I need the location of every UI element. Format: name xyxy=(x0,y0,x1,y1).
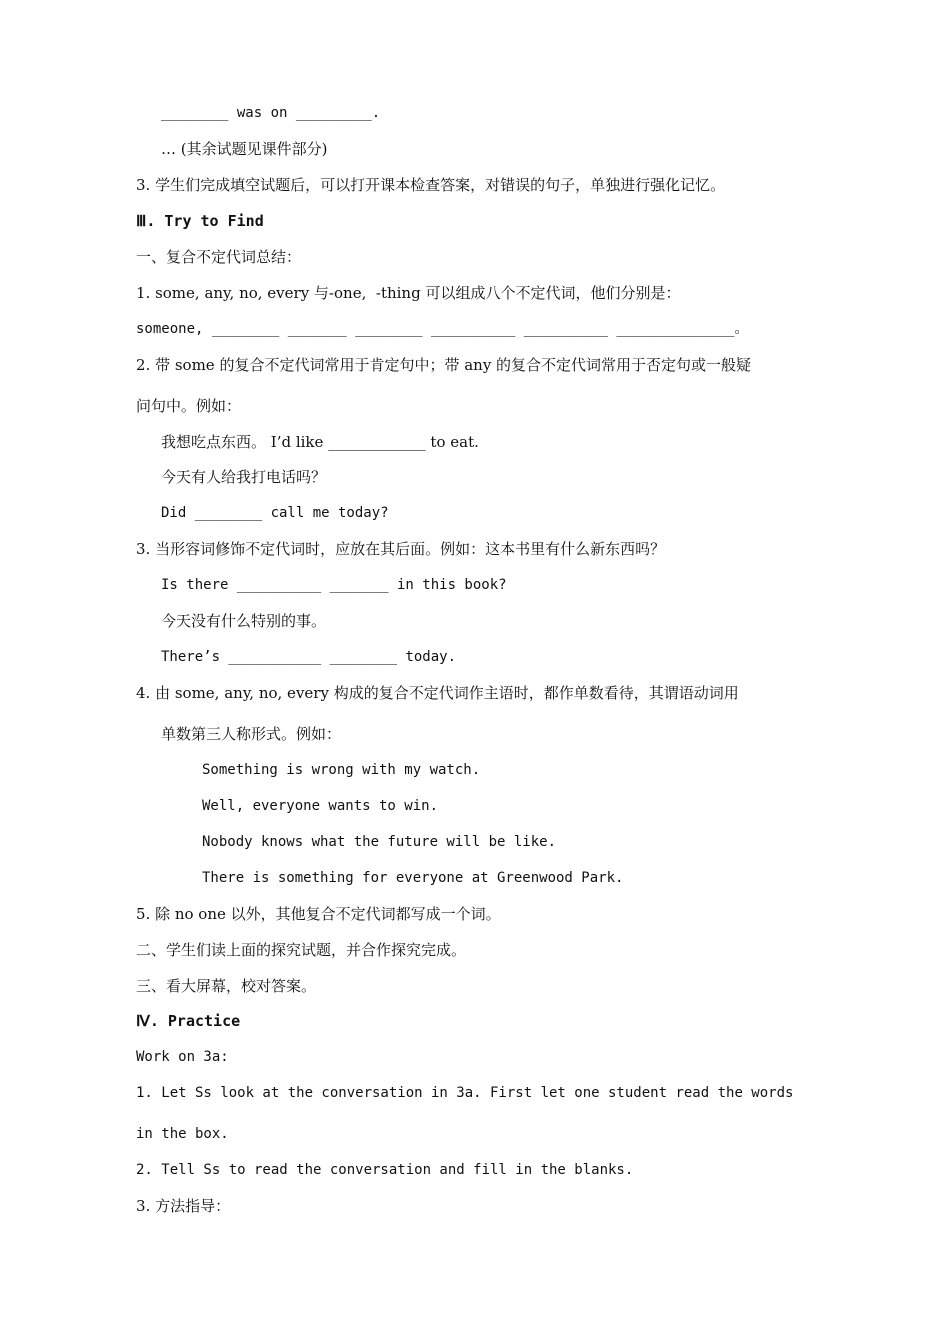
text-line: There’s ___________ ________ today. xyxy=(161,649,457,665)
example-sentence: There is something for everyone at Greenwood Park. xyxy=(202,870,624,886)
text-line: 5. 除 no one 以外，其他复合不定代词都写成一个词。 xyxy=(136,905,501,923)
text-line: … (其余试题见课件部分) xyxy=(161,140,328,158)
text-line: in the box. xyxy=(136,1126,229,1142)
text-line: Did ________ call me today? xyxy=(161,505,389,521)
text-line: 三、看大屏幕，校对答案。 xyxy=(136,977,317,995)
text-line: 1. Let Ss look at the conversation in 3a. First let one student read the words xyxy=(136,1085,794,1101)
text-line: 2. 带 some 的复合不定代词常用于肯定句中；带 any 的复合不定代词常用于否定句或一般疑 xyxy=(136,356,752,374)
text-line: 1. some, any, no, every 与-one, -thing 可以组成八个不定代词，他们分别是： xyxy=(136,284,681,302)
section-heading: Ⅳ. Practice xyxy=(136,1012,241,1030)
text-line: 我想吃点东西。 I’d like _____________ to eat. xyxy=(161,433,479,451)
text-line: Is there __________ _______ in this book? xyxy=(161,577,507,593)
text-line: Work on 3a: xyxy=(136,1049,229,1065)
text-line: 单数第三人称形式。例如： xyxy=(161,725,342,743)
text-line: 3. 方法指导： xyxy=(136,1197,231,1215)
example-sentence: Nobody knows what the future will be like. xyxy=(202,834,557,850)
text-line: 3. 当形容词修饰不定代词时，应放在其后面。例如：这本书里有什么新东西吗？ xyxy=(136,540,666,558)
text-line: 今天有人给我打电话吗？ xyxy=(161,468,327,486)
text-line: 2. Tell Ss to read the conversation and fill in the blanks. xyxy=(136,1162,634,1178)
section-heading: Ⅲ. Try to Find xyxy=(136,212,264,230)
text-line: 二、学生们读上面的探究试题，并合作探究完成。 xyxy=(136,941,467,959)
text-line: 4. 由 some, any, no, every 构成的复合不定代词作主语时，都作单数看待，其谓语动词用 xyxy=(136,684,739,702)
text-line: ________ was on _________. xyxy=(161,105,381,121)
example-sentence: Something is wrong with my watch. xyxy=(202,762,481,778)
text-line: 3. 学生们完成填空试题后，可以打开课本检查答案，对错误的句子，单独进行强化记忆。 xyxy=(136,176,726,194)
text-line: 今天没有什么特别的事。 xyxy=(161,612,327,630)
text-line: someone, ________ _______ ________ __________ __________ ______________。 xyxy=(136,321,749,337)
text-line: 问句中。例如： xyxy=(136,397,242,415)
example-sentence: Well, everyone wants to win. xyxy=(202,798,439,814)
text-line: 一、复合不定代词总结： xyxy=(136,248,302,266)
